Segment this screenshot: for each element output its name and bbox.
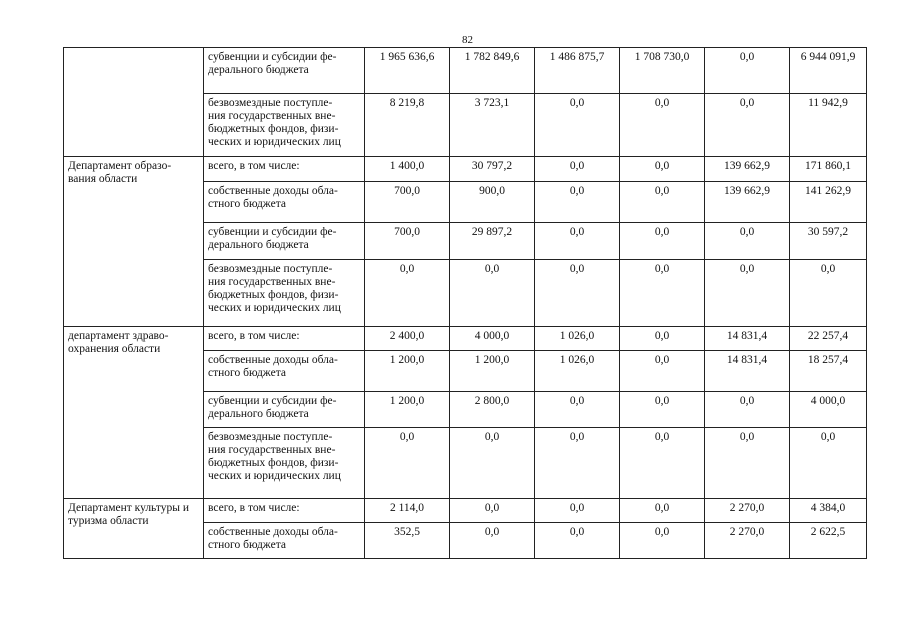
value-cell: 139 662,9 [705,157,790,182]
value-cell: 0,0 [620,392,705,428]
table-row [64,48,867,94]
funding-source-cell: субвенции и субсидии фе- дерального бюджета [204,392,365,428]
funding-source-cell: субвенции и субсидии фе- дерального бюджета [204,223,365,260]
value-cell: 4 000,0 [790,392,867,428]
funding-source-cell: безвозмездные поступле- ния государственных вне- бюджетных фондов, физи- ческих и юридических лиц [204,428,365,499]
value-cell: 1 708 730,0 [620,48,705,94]
value-cell: 352,5 [365,523,450,559]
value-cell: 1 200,0 [365,392,450,428]
value-cell: 0,0 [790,428,867,499]
value-cell: 1 026,0 [535,351,620,392]
value-cell: 139 662,9 [705,182,790,223]
funding-source-cell: собственные доходы обла- стного бюджета [204,351,365,392]
value-cell: 0,0 [705,392,790,428]
value-cell: 30 597,2 [790,223,867,260]
value-cell: 0,0 [450,260,535,327]
value-cell: 29 897,2 [450,223,535,260]
value-cell: 2 114,0 [365,499,450,523]
value-cell: 0,0 [620,327,705,351]
value-cell: 2 800,0 [450,392,535,428]
value-cell: 0,0 [535,223,620,260]
value-cell: 1 026,0 [535,327,620,351]
value-cell: 0,0 [705,260,790,327]
value-cell: 0,0 [705,223,790,260]
table-row [64,499,867,523]
value-cell: 1 486 875,7 [535,48,620,94]
value-cell: 11 942,9 [790,94,867,157]
value-cell: 141 262,9 [790,182,867,223]
value-cell: 1 200,0 [365,351,450,392]
value-cell: 3 723,1 [450,94,535,157]
department-cell: департамент здраво- охранения области [64,327,204,499]
value-cell: 0,0 [705,48,790,94]
value-cell: 0,0 [620,182,705,223]
value-cell: 700,0 [365,182,450,223]
value-cell: 0,0 [535,94,620,157]
value-cell: 0,0 [365,260,450,327]
value-cell: 0,0 [450,499,535,523]
value-cell: 2 622,5 [790,523,867,559]
value-cell: 0,0 [365,428,450,499]
budget-table [63,47,867,559]
value-cell: 30 797,2 [450,157,535,182]
page-number: 82 [462,34,473,46]
value-cell: 14 831,4 [705,327,790,351]
value-cell: 8 219,8 [365,94,450,157]
value-cell: 0,0 [535,182,620,223]
value-cell: 0,0 [535,428,620,499]
value-cell: 0,0 [620,351,705,392]
funding-source-cell: безвозмездные поступле- ния государственных вне- бюджетных фондов, физи- ческих и юридических лиц [204,94,365,157]
value-cell: 171 860,1 [790,157,867,182]
value-cell: 0,0 [535,392,620,428]
value-cell: 0,0 [790,260,867,327]
value-cell: 2 270,0 [705,499,790,523]
value-cell: 0,0 [620,499,705,523]
value-cell: 0,0 [450,428,535,499]
value-cell: 0,0 [535,157,620,182]
department-cell: Департамент образо- вания области [64,157,204,327]
value-cell: 14 831,4 [705,351,790,392]
funding-source-cell: собственные доходы обла- стного бюджета [204,523,365,559]
table-body [64,48,867,559]
value-cell: 4 000,0 [450,327,535,351]
value-cell: 6 944 091,9 [790,48,867,94]
value-cell: 1 965 636,6 [365,48,450,94]
funding-source-cell: всего, в том числе: [204,499,365,523]
table-row [64,157,867,182]
value-cell: 18 257,4 [790,351,867,392]
value-cell: 700,0 [365,223,450,260]
value-cell: 2 400,0 [365,327,450,351]
value-cell: 0,0 [620,94,705,157]
department-cell [64,48,204,157]
value-cell: 1 200,0 [450,351,535,392]
funding-source-cell: субвенции и субсидии фе- дерального бюджета [204,48,365,94]
value-cell: 0,0 [450,523,535,559]
department-cell: Департамент культуры и туризма области [64,499,204,559]
funding-source-cell: всего, в том числе: [204,327,365,351]
value-cell: 0,0 [535,523,620,559]
value-cell: 1 400,0 [365,157,450,182]
value-cell: 0,0 [620,260,705,327]
value-cell: 0,0 [620,157,705,182]
funding-source-cell: собственные доходы обла- стного бюджета [204,182,365,223]
funding-source-cell: безвозмездные поступле- ния государственных вне- бюджетных фондов, физи- ческих и юридических лиц [204,260,365,327]
value-cell: 4 384,0 [790,499,867,523]
value-cell: 0,0 [620,428,705,499]
value-cell: 2 270,0 [705,523,790,559]
value-cell: 0,0 [620,223,705,260]
funding-source-cell: всего, в том числе: [204,157,365,182]
value-cell: 900,0 [450,182,535,223]
table-row [64,327,867,351]
value-cell: 0,0 [705,428,790,499]
value-cell: 0,0 [705,94,790,157]
value-cell: 0,0 [620,523,705,559]
value-cell: 0,0 [535,260,620,327]
value-cell: 1 782 849,6 [450,48,535,94]
value-cell: 22 257,4 [790,327,867,351]
value-cell: 0,0 [535,499,620,523]
